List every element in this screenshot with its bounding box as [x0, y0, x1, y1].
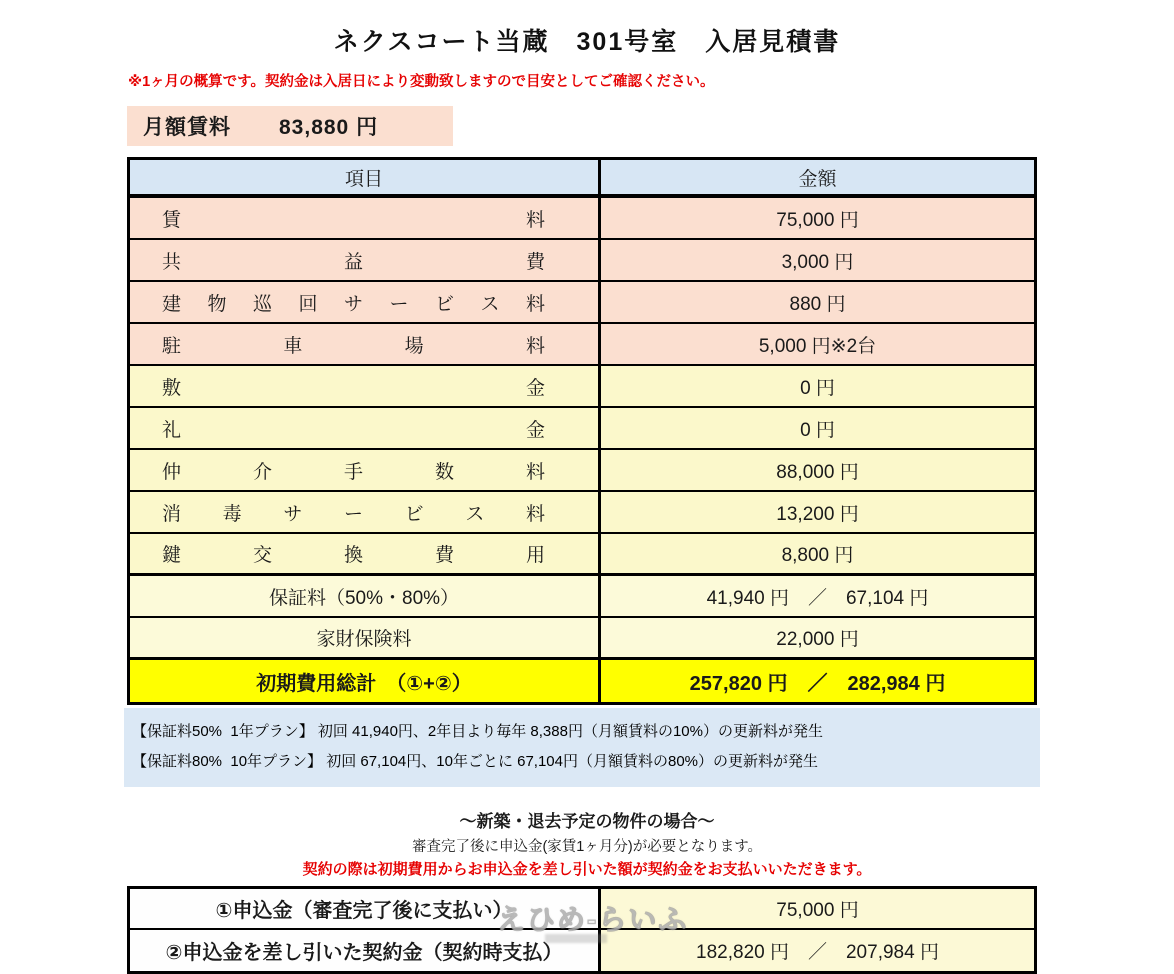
- bottom-section-line2: 契約の際は初期費用からお申込金を差し引いた額が契約金をお支払いいただきます。: [302, 861, 872, 878]
- monthly-rent-label: 月額賃料: [143, 116, 231, 139]
- disclaimer-note: ※1ヶ月の概算です。契約金は入居日により変動致しますので目安としてご確認ください。: [128, 74, 715, 90]
- total-row: [130, 660, 1034, 702]
- table-row: [130, 492, 1034, 534]
- item-label: 仲介手数料: [162, 461, 546, 483]
- item-label: 敷金: [162, 377, 546, 399]
- amount-value: 0 円: [800, 377, 835, 399]
- cost-table: [127, 157, 1037, 705]
- monthly-rent-value: 83,880 円: [279, 116, 379, 139]
- amount-value: 182,820 円 ／ 207,984 円: [696, 942, 939, 963]
- header-item-cell: 項目: [130, 160, 601, 194]
- table-row: [130, 408, 1034, 450]
- amount-value: 3,000 円: [781, 251, 854, 273]
- item-label: ①申込金（審査完了後に支払い）: [130, 889, 601, 928]
- item-label: 保証料（50%・80%）: [268, 587, 460, 609]
- total-label: 初期費用総計 （①+②）: [256, 672, 472, 695]
- amount-value: 75,000 円: [776, 209, 859, 231]
- table-row: [130, 534, 1034, 576]
- table-row: [130, 198, 1034, 240]
- table-row: [130, 618, 1034, 660]
- monthly-rent-box: [127, 106, 453, 146]
- amount-value: 5,000 円※2台: [758, 335, 877, 357]
- amount-value: 8,800 円: [781, 545, 854, 566]
- item-label: 家財保険料: [316, 629, 412, 650]
- item-label: ②申込金を差し引いた契約金（契約時支払）: [130, 930, 601, 971]
- table-header-row: [130, 160, 1034, 198]
- item-label: 駐車場料: [162, 335, 546, 357]
- item-label: 賃料: [162, 209, 546, 231]
- amount-value: 88,000 円: [776, 461, 859, 483]
- table-row: [130, 240, 1034, 282]
- guarantee-plan-notes: [124, 708, 1040, 787]
- table-row: [130, 366, 1034, 408]
- table-row: [130, 282, 1034, 324]
- table-row: [130, 450, 1034, 492]
- table-row: [130, 930, 1034, 971]
- table-row: [130, 889, 1034, 930]
- amount-value: 880 円: [789, 293, 846, 315]
- amount-value: 13,200 円: [776, 503, 859, 525]
- amount-value: 22,000 円: [776, 629, 859, 650]
- table-row: [130, 324, 1034, 366]
- header-amount-cell: 金額: [798, 168, 837, 190]
- amount-value: 41,940 円 ／ 67,104 円: [706, 587, 929, 609]
- note-plan-50: 【保証料50% 1年プラン】 初回 41,940円、2年目より毎年 8,388円（月額賃料の10%）の更新料が発生: [132, 723, 823, 740]
- item-label: 建物巡回サービス料: [162, 293, 546, 315]
- table-row: [130, 576, 1034, 618]
- item-label: 礼金: [162, 419, 546, 441]
- item-label: 鍵交換費用: [162, 545, 546, 566]
- total-amount: 257,820 円 ／ 282,984 円: [689, 672, 946, 695]
- item-label: 共益費: [162, 251, 546, 273]
- bottom-section-line1: 審査完了後に申込金(家賃1ヶ月分)が必要となります。: [411, 839, 763, 855]
- site-watermark: えひめ-らいふ: [497, 904, 689, 935]
- bottom-section-heading: ～新築・退去予定の物件の場合～: [459, 812, 715, 831]
- amount-value: 0 円: [800, 419, 835, 441]
- note-plan-80: 【保証料80% 10年プラン】 初回 67,104円、10年ごとに 67,104円（月額賃料の80%）の更新料が発生: [132, 753, 819, 770]
- item-label: 消毒サービス料: [162, 503, 546, 525]
- application-table: [127, 886, 1037, 974]
- amount-value: 75,000 円: [776, 900, 859, 921]
- page-title: ネクスコート当蔵 301号室 入居見積書: [333, 28, 841, 56]
